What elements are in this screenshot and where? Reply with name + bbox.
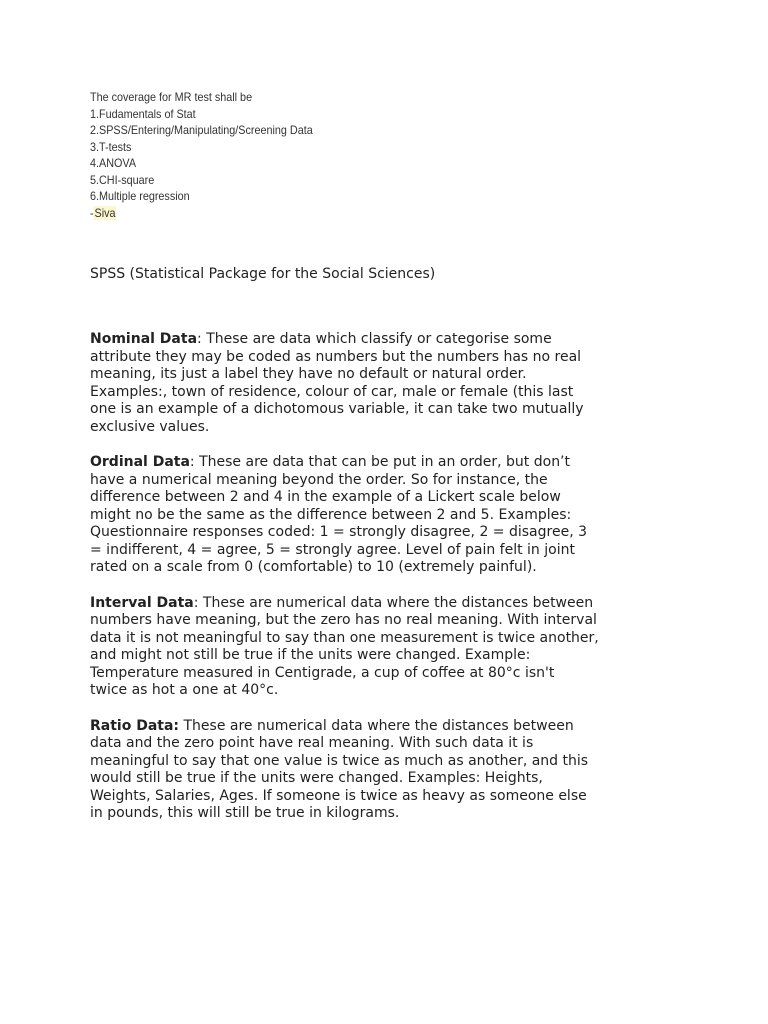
definition-line: meaning, its just a label they have no default or natural order. — [90, 366, 527, 382]
definition-line: twice as hot a one at 40°c. — [90, 682, 279, 698]
definition-line: numbers have meaning, but the zero has no real meaning. With interval — [90, 612, 597, 628]
definition-interval — [90, 595, 638, 700]
definition-line: have a numerical meaning beyond the order. So for instance, the — [90, 471, 548, 488]
definition-line: exclusive values. — [90, 418, 210, 435]
definition-line: would still be true if the units were changed. Examples: Heights, — [90, 770, 543, 786]
definition-term: Ratio Data: — [90, 717, 180, 734]
definition-line: attribute they may be coded as numbers but the numbers has no real — [90, 348, 582, 365]
definition-term: Interval Data — [90, 594, 194, 611]
definition-line: Questionnaire responses coded: 1 = strongly disagree, 2 = disagree, 3 — [90, 524, 588, 540]
signature-dash: - — [90, 205, 94, 220]
definition-line: = indifferent, 4 = agree, 5 = strongly agree. Level of pain felt in joint — [90, 541, 575, 558]
definition-line — [90, 331, 638, 349]
coverage-item-5: 5.CHI-square — [90, 172, 155, 187]
definition-text: : These are data that can be put in an order, but don’t — [189, 454, 570, 470]
definition-line: one is an example of a dichotomous variable, it can take two mutually — [90, 401, 584, 417]
definition-line — [90, 454, 638, 472]
coverage-item-4: 4.ANOVA — [90, 156, 137, 170]
definition-line: and might not still be true if the units were changed. Example: — [90, 647, 531, 663]
coverage-intro: The coverage for MR test shall be — [90, 90, 253, 104]
definition-line: Examples:, town of residence, colour of car, male or female (this last — [90, 383, 574, 400]
definition-term: Ordinal Data — [90, 454, 190, 470]
definition-ratio — [90, 718, 638, 823]
data-type-definitions — [90, 331, 638, 841]
definition-line: might no be the same as the difference between 2 and 5. Examples: — [90, 506, 572, 523]
definition-line: data and the zero point have real meaning. With such data it is — [90, 735, 534, 751]
coverage-item-2: 2.SPSS/Entering/Manipulating/Screening Data — [90, 123, 313, 137]
definition-nominal — [90, 331, 638, 436]
coverage-item-6: 6.Multiple regression — [90, 189, 190, 203]
definition-line: in pounds, this will still be true in kilograms. — [90, 805, 400, 821]
coverage-item-3: 3.T-tests — [90, 139, 132, 154]
definition-line: data it is not meaningful to say than one measurement is twice another, — [90, 629, 599, 646]
definition-line — [90, 595, 638, 613]
signature-name: Siva — [94, 205, 116, 220]
definition-line — [90, 718, 638, 736]
signature-line — [90, 205, 313, 222]
spss-heading: SPSS (Statistical Package for the Social Sciences) — [90, 266, 436, 282]
definition-text: : These are numerical data where the distances between — [193, 594, 594, 611]
definition-line: Weights, Salaries, Ages. If someone is twice as heavy as someone else — [90, 787, 587, 804]
definition-text: These are numerical data where the distances between — [179, 717, 574, 734]
coverage-item-1: 1.Fudamentals of Stat — [90, 106, 196, 121]
definition-term: Nominal Data — [90, 331, 198, 347]
definition-line: Temperature measured in Centigrade, a cup of coffee at 80°c isn't — [90, 664, 555, 681]
definition-text: : These are data which classify or categorise some — [197, 331, 552, 347]
definition-line: difference between 2 and 4 in the example of a Lickert scale below — [90, 489, 561, 505]
definition-ordinal — [90, 454, 638, 577]
definition-line: rated on a scale from 0 (comfortable) to 10 (extremely painful). — [90, 559, 537, 575]
coverage-note — [90, 89, 313, 221]
definition-line: meaningful to say that one value is twice as much as another, and this — [90, 752, 589, 769]
